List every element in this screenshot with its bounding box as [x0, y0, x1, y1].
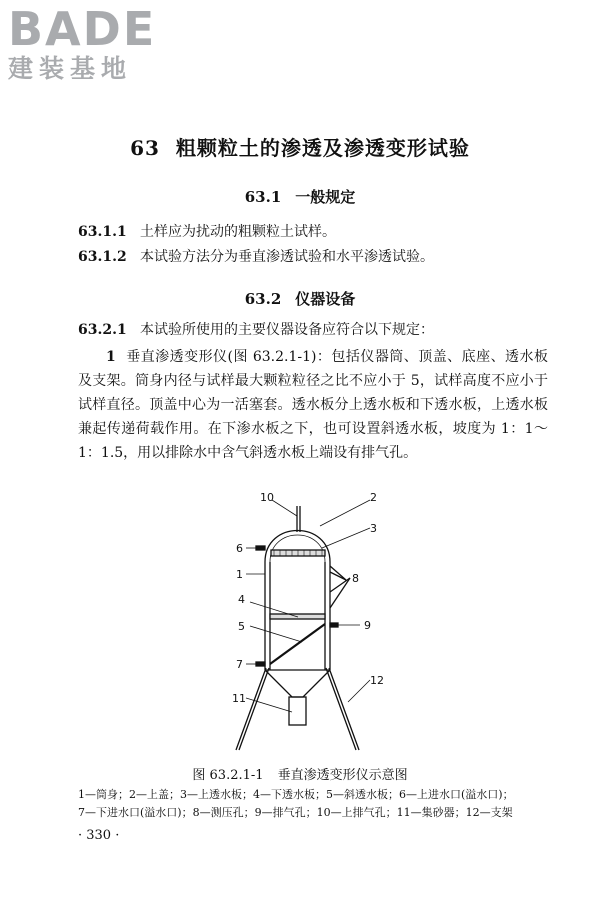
chapter-number: 63 — [130, 136, 160, 160]
section-title-text: 一般规定 — [295, 188, 356, 206]
piezometer-tube-3 — [330, 578, 350, 608]
callout-11: 11 — [232, 692, 246, 705]
callout-4: 4 — [238, 593, 245, 606]
callout-1: 1 — [236, 568, 243, 581]
clause-text: 本试验方法分为垂直渗透试验和水平渗透试验。 — [140, 249, 434, 265]
funnel-shape — [265, 670, 330, 697]
chapter-title-text: 粗颗粒土的渗透及渗透变形试验 — [175, 136, 470, 160]
item-1-paragraph — [78, 345, 548, 465]
piezometer-tube-2 — [330, 578, 350, 592]
logo — [8, 2, 183, 84]
upper-inlet-stub — [256, 546, 265, 550]
clause-number: 63.1.2 — [78, 249, 127, 265]
figure-legend-line-1: 1—筒身；2—上盖；3—上透水板；4—下透水板；5—斜透水板；6—上进水口(溢水口)； — [78, 788, 514, 801]
callout-8: 8 — [352, 572, 359, 585]
lower-inlet-stub — [256, 662, 265, 666]
apparatus-diagram — [210, 492, 410, 752]
clause-63-2-1 — [78, 321, 548, 339]
section-title-63-2 — [0, 288, 600, 309]
clause-text: 土样应为扰动的粗颗粒土试样。 — [140, 224, 336, 240]
chapter-title — [0, 132, 600, 161]
sand-collector — [289, 697, 306, 725]
callout-9: 9 — [364, 619, 371, 632]
clause-number: 63.2.1 — [78, 322, 127, 338]
section-title-text: 仪器设备 — [295, 290, 356, 308]
callout-2: 2 — [370, 492, 377, 504]
item-number: 1 — [106, 349, 116, 365]
item-text: 垂直渗透变形仪(图 63.2.1-1)：包括仪器筒、顶盖、底座、透水板及支架。筒身内径与试样最大颗粒粒径之比不应小于 5，试样高度不应小于试样直径。顶盖中心为一活塞套。透水板分上透水板和下透水板，上透水板兼起传递荷载作用。在下渗水板之下，也可设置斜透水板，坡度为 1：1～1：1.5，用以排除水中含气斜透水板上端设有排气孔。 — [78, 349, 548, 461]
support-leg-left — [236, 668, 266, 750]
figure-legend-line-2: 7—下进水口(溢水口)；8—测压孔；9—排气孔；10—上排气孔；11—集砂器；12—支架 — [78, 806, 513, 819]
figure-caption — [0, 764, 600, 783]
callout-10: 10 — [260, 492, 274, 504]
support-leg-right — [329, 668, 359, 750]
clause-text: 本试验所使用的主要仪器设备应符合以下规定： — [140, 322, 434, 338]
inclined-permeable-plate — [270, 624, 325, 664]
logo-subtitle: 建装基地 — [8, 54, 133, 83]
section-title-63-1 — [0, 186, 600, 207]
callout-7: 7 — [236, 658, 243, 671]
callout-6: 6 — [236, 542, 243, 555]
callout-5: 5 — [238, 620, 245, 633]
logo-wordmark: BADE — [8, 2, 157, 56]
section-number: 63.2 — [244, 290, 282, 308]
figure-number: 图 63.2.1-1 — [192, 768, 264, 783]
callout-3: 3 — [370, 522, 377, 535]
page-number: · 330 · — [78, 828, 120, 843]
clause-number: 63.1.1 — [78, 224, 127, 240]
clause-63-1-2 — [78, 248, 548, 266]
callout-12: 12 — [370, 674, 384, 687]
clause-63-1-1 — [78, 223, 548, 241]
exhaust-hole-stub — [330, 623, 338, 627]
top-lid-inner — [270, 535, 325, 562]
figure-caption-text: 垂直渗透变形仪示意图 — [277, 768, 408, 783]
section-number: 63.1 — [244, 188, 282, 206]
